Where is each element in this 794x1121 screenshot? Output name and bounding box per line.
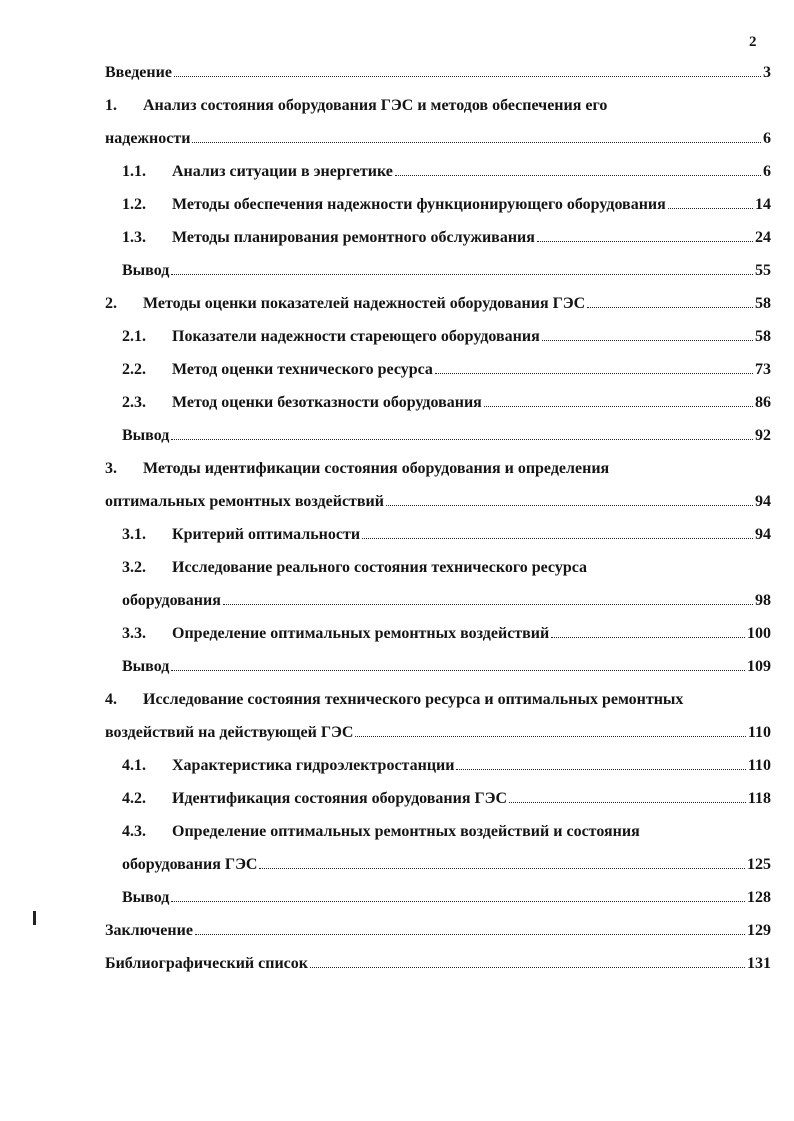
toc-entry[interactable] xyxy=(105,229,771,262)
toc-entry-title: Анализ состояния оборудования ГЭС и методов обеспечения его xyxy=(143,97,608,114)
toc-entry-page: 6 xyxy=(763,163,771,180)
toc-leader-dots xyxy=(310,966,745,968)
toc-entry-page: 14 xyxy=(755,196,771,213)
toc-leader-dots xyxy=(395,174,761,176)
toc-entry-page: 131 xyxy=(747,955,771,972)
toc-leader-dots xyxy=(456,768,745,770)
toc-entry-number: 2.1. xyxy=(122,328,146,345)
toc-entry-title: Определение оптимальных ремонтных воздействий и состояния xyxy=(172,823,640,840)
toc-entry-title: Исследование состояния технического ресурса и оптимальных ремонтных xyxy=(143,691,684,708)
toc-entry[interactable] xyxy=(105,526,771,559)
toc-entry[interactable] xyxy=(105,757,771,790)
toc-entry-title-cont: воздействий на действующей ГЭС xyxy=(105,724,354,741)
toc-entry-title: Методы идентификации состояния оборудования и определения xyxy=(143,460,610,477)
toc-leader-dots xyxy=(484,405,753,407)
toc-leader-dots xyxy=(435,372,753,374)
toc-leader-dots xyxy=(362,537,753,539)
table-of-contents xyxy=(105,64,771,988)
toc-entry-title: Метод оценки технического ресурса xyxy=(172,361,433,378)
toc-entry[interactable] xyxy=(105,922,771,955)
toc-entry-number: 4.2. xyxy=(122,790,146,807)
toc-entry-page: 92 xyxy=(755,427,771,444)
toc-entry-continuation[interactable] xyxy=(105,592,771,625)
toc-entry-page: 55 xyxy=(755,262,771,279)
toc-entry-page: 110 xyxy=(747,724,771,741)
toc-entry-number: 4. xyxy=(105,691,117,708)
toc-entry[interactable] xyxy=(105,361,771,394)
toc-entry[interactable] xyxy=(105,823,771,856)
toc-entry[interactable] xyxy=(105,955,771,988)
toc-entry-title: Методы оценки показателей надежностей оборудования ГЭС xyxy=(143,295,586,312)
toc-leader-dots xyxy=(355,735,745,737)
toc-leader-dots xyxy=(171,669,745,671)
toc-leader-dots xyxy=(542,339,753,341)
toc-entry-continuation[interactable] xyxy=(105,856,771,889)
toc-entry-page: 128 xyxy=(747,889,771,906)
toc-entry-title: Определение оптимальных ремонтных воздействий xyxy=(172,625,550,642)
toc-entry-page: 94 xyxy=(755,493,771,510)
toc-entry-page: 94 xyxy=(755,526,771,543)
toc-entry-page: 58 xyxy=(755,295,771,312)
toc-entry-number: 4.3. xyxy=(122,823,146,840)
toc-entry-continuation[interactable] xyxy=(105,493,771,526)
toc-leader-dots xyxy=(171,273,753,275)
toc-entry-number: 2.3. xyxy=(122,394,146,411)
toc-entry-page: 110 xyxy=(747,757,771,774)
toc-leader-dots xyxy=(537,240,753,242)
toc-entry[interactable] xyxy=(105,394,771,427)
toc-entry[interactable] xyxy=(105,691,771,724)
toc-entry-page: 73 xyxy=(755,361,771,378)
toc-entry[interactable] xyxy=(105,64,771,97)
toc-entry[interactable] xyxy=(105,97,771,130)
toc-entry-title: Характеристика гидроэлектростанции xyxy=(172,757,455,774)
toc-entry[interactable] xyxy=(105,559,771,592)
toc-leader-dots xyxy=(587,306,753,308)
toc-entry[interactable] xyxy=(105,658,771,691)
toc-entry-number: 4.1. xyxy=(122,757,146,774)
toc-entry-page: 129 xyxy=(747,922,771,939)
toc-leader-dots xyxy=(551,636,745,638)
toc-entry-title: Заключение xyxy=(105,922,193,939)
toc-entry-title: Идентификация состояния оборудования ГЭС xyxy=(172,790,508,807)
toc-entry-title: Анализ ситуации в энергетике xyxy=(172,163,393,180)
toc-entry[interactable] xyxy=(105,262,771,295)
toc-entry-number: 3.1. xyxy=(122,526,146,543)
toc-leader-dots xyxy=(386,504,753,506)
toc-entry-page: 125 xyxy=(747,856,771,873)
toc-leader-dots xyxy=(171,438,753,440)
toc-entry-page: 6 xyxy=(763,130,771,147)
toc-entry-page: 3 xyxy=(763,64,771,81)
toc-entry-continuation[interactable] xyxy=(105,130,771,163)
toc-entry-number: 3.3. xyxy=(122,625,146,642)
toc-entry-title-cont: оборудования xyxy=(122,592,221,609)
toc-entry-number: 1.3. xyxy=(122,229,146,246)
scan-mark xyxy=(33,911,36,925)
toc-entry[interactable] xyxy=(105,328,771,361)
toc-leader-dots xyxy=(223,603,753,605)
toc-entry-page: 58 xyxy=(755,328,771,345)
toc-leader-dots xyxy=(174,75,761,77)
toc-entry-title: Введение xyxy=(105,64,172,81)
toc-entry-title: Показатели надежности стареющего оборудования xyxy=(172,328,540,345)
toc-entry-number: 2.2. xyxy=(122,361,146,378)
toc-entry-title: Вывод xyxy=(122,262,170,279)
toc-entry-title: Исследование реального состояния технического ресурса xyxy=(172,559,588,576)
toc-entry-page: 118 xyxy=(747,790,771,807)
toc-entry-title-cont: оптимальных ремонтных воздействий xyxy=(105,493,384,510)
toc-entry-number: 3.2. xyxy=(122,559,146,576)
toc-entry[interactable] xyxy=(105,196,771,229)
toc-entry[interactable] xyxy=(105,460,771,493)
toc-entry-number: 3. xyxy=(105,460,117,477)
toc-leader-dots xyxy=(509,801,746,803)
toc-entry-title-cont: надежности xyxy=(105,130,191,147)
toc-entry-page: 109 xyxy=(747,658,771,675)
toc-entry-title: Метод оценки безотказности оборудования xyxy=(172,394,482,411)
toc-entry-page: 98 xyxy=(755,592,771,609)
toc-entry-number: 1.2. xyxy=(122,196,146,213)
toc-entry-page: 86 xyxy=(755,394,771,411)
toc-entry[interactable] xyxy=(105,790,771,823)
toc-leader-dots xyxy=(171,900,745,902)
toc-entry-title: Методы обеспечения надежности функционирующего оборудования xyxy=(172,196,666,213)
toc-entry[interactable] xyxy=(105,163,771,196)
toc-leader-dots xyxy=(259,867,745,869)
toc-entry[interactable] xyxy=(105,427,771,460)
toc-entry-page: 24 xyxy=(755,229,771,246)
toc-entry-title: Вывод xyxy=(122,658,170,675)
toc-entry[interactable] xyxy=(105,295,771,328)
toc-entry-title: Вывод xyxy=(122,427,170,444)
toc-entry-number: 1. xyxy=(105,97,117,114)
toc-leader-dots xyxy=(668,207,753,209)
toc-entry[interactable] xyxy=(105,889,771,922)
toc-leader-dots xyxy=(192,141,761,143)
toc-entry-number: 2. xyxy=(105,295,117,312)
page-number: 2 xyxy=(749,34,757,50)
toc-entry-page: 100 xyxy=(747,625,771,642)
toc-leader-dots xyxy=(195,933,745,935)
toc-entry-title-cont: оборудования ГЭС xyxy=(122,856,258,873)
toc-entry-title: Библиографический список xyxy=(105,955,308,972)
toc-entry-title: Методы планирования ремонтного обслуживания xyxy=(172,229,535,246)
toc-entry-title: Вывод xyxy=(122,889,170,906)
toc-entry[interactable] xyxy=(105,625,771,658)
toc-entry-continuation[interactable] xyxy=(105,724,771,757)
toc-entry-title: Критерий оптимальности xyxy=(172,526,361,543)
toc-entry-number: 1.1. xyxy=(122,163,146,180)
